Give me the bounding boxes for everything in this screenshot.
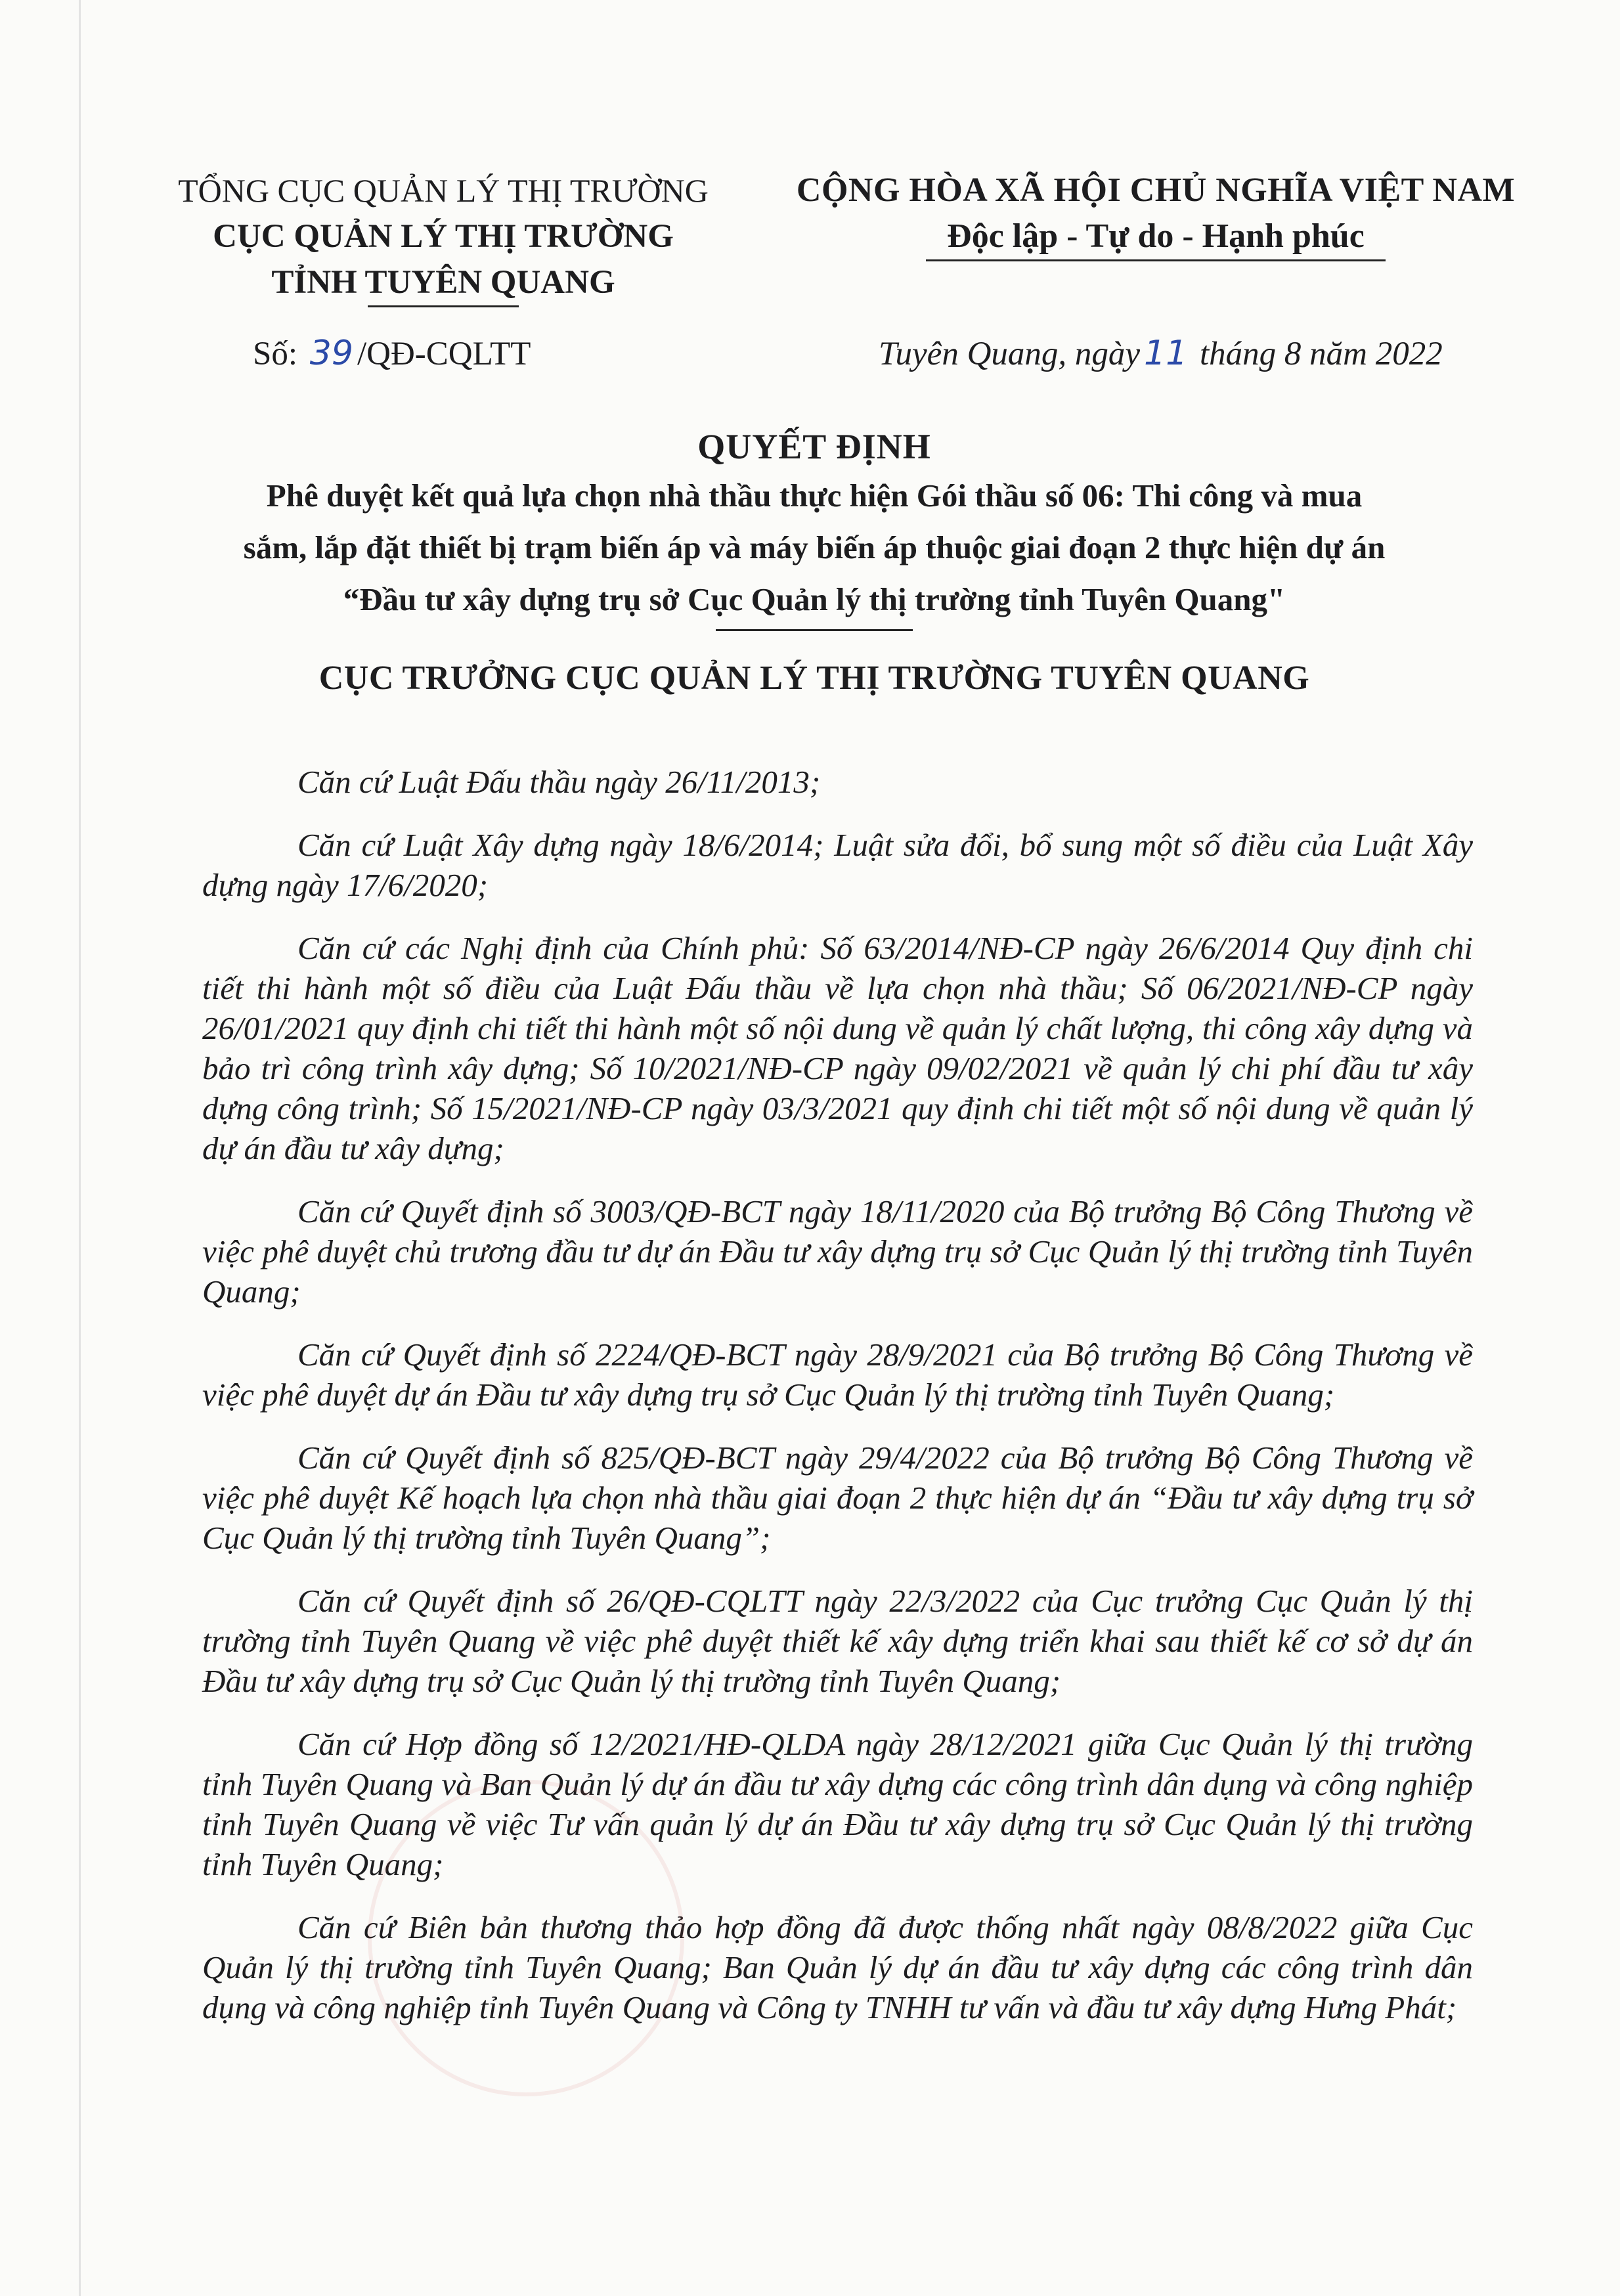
subtitle-line-3: “Đầu tư xây dựng trụ sở Cục Quản lý thị trường tỉnh Tuyên Quang" — [343, 581, 1286, 617]
legal-basis-paragraph: Căn cứ Quyết định số 825/QĐ-BCT ngày 29/4/2022 của Bộ trưởng Bộ Công Thương về việc phê duyệt Kế hoạch lựa chọn nhà thầu giai đoạn 2 thực hiện dự án “Đầu tư xây dựng trụ sở Cục Quản lý thị trường tỉnh Tuyên Quang”; — [202, 1440, 1473, 1556]
document-title: QUYẾT ĐỊNH — [697, 427, 931, 466]
agency-underline — [368, 305, 519, 307]
document-number-prefix: Số: — [253, 336, 298, 372]
document-number — [253, 334, 531, 373]
legal-basis-paragraph: Căn cứ Luật Đấu thầu ngày 26/11/2013; — [297, 764, 821, 800]
place-and-date — [879, 334, 1443, 373]
agency-name: CỤC QUẢN LÝ THỊ TRƯỜNG — [213, 218, 674, 255]
place-date-suffix: tháng 8 năm 2022 — [1199, 336, 1443, 372]
national-motto-header — [772, 167, 1540, 261]
faint-stamp-mark — [368, 1780, 684, 2096]
agency-province: TỈNH TUYÊN QUANG — [271, 264, 615, 301]
legal-basis-paragraph: Căn cứ Hợp đồng số 12/2021/HĐ-QLDA ngày 28/12/2021 giữa Cục Quản lý thị trường tỉnh Tuyên Quang và Ban Quản lý dự án đầu tư xây dựng các công trình dân dụng và công nghiệp tỉnh Tuyên Quang về việc Tư vấn quản lý dự án Đầu tư xây dựng trụ sở Cục Quản lý thị trường tỉnh Tuyên Quang; — [202, 1726, 1473, 1882]
legal-basis-paragraph: Căn cứ Quyết định số 3003/QĐ-BCT ngày 18/11/2020 của Bộ trưởng Bộ Công Thương về việc phê duyệt chủ trương đầu tư dự án Đầu tư xây dựng trụ sở Cục Quản lý thị trường tỉnh Tuyên Quang; — [202, 1193, 1473, 1310]
legal-basis-paragraph: Căn cứ Quyết định số 26/QĐ-CQLTT ngày 22/3/2022 của Cục trưởng Cục Quản lý thị trường tỉnh Tuyên Quang về việc phê duyệt thiết kế xây dựng triển khai sau thiết kế cơ sở dự án Đầu tư xây dựng trụ sở Cục Quản lý thị trường tỉnh Tuyên Quang; — [202, 1583, 1473, 1699]
document-number-suffix: /QĐ-CQLTT — [357, 336, 531, 372]
subtitle-line-2: sắm, lắp đặt thiết bị trạm biến áp và máy biến áp thuộc giai đoạn 2 thực hiện dự án — [243, 529, 1386, 565]
document-number-handwritten: 39 — [309, 334, 353, 373]
legal-basis-paragraph: Căn cứ Quyết định số 2224/QĐ-BCT ngày 28/9/2021 của Bộ trưởng Bộ Công Thương về việc phê duyệt dự án Đầu tư xây dựng trụ sở Cục Quản lý thị trường tỉnh Tuyên Quang; — [202, 1336, 1473, 1413]
legal-basis-paragraph: Căn cứ các Nghị định của Chính phủ: Số 63/2014/NĐ-CP ngày 26/6/2014 Quy định chi tiết thi hành một số điều của Luật Đấu thầu về lựa chọn nhà thầu; Số 06/2021/NĐ-CP ngày 26/01/2021 quy định chi tiết thi hành một số nội dung về quản lý chất lượng, thi công xây dựng và bảo trì công trình xây dựng; Số 10/2021/NĐ-CP ngày 09/02/2021 về quản lý chi phí đầu tư xây dựng công trình; Số 15/2021/NĐ-CP ngày 03/3/2021 quy định chi tiết một số nội dung về quản lý dự án đầu tư xây dựng; — [202, 930, 1473, 1166]
decision-title-block — [158, 424, 1471, 631]
place-date-prefix: Tuyên Quang, ngày — [879, 336, 1141, 372]
date-day-handwritten: 11 — [1144, 334, 1188, 373]
issuing-agency-header — [128, 167, 758, 307]
motto-underline — [926, 259, 1386, 261]
country-name: CỘNG HÒA XÃ HỘI CHỦ NGHĨA VIỆT NAM — [796, 171, 1516, 209]
title-underline — [716, 629, 913, 631]
legal-basis-paragraph: Căn cứ Luật Xây dựng ngày 18/6/2014; Luật sửa đổi, bổ sung một số điều của Luật Xây dựng ngày 17/6/2020; — [202, 827, 1473, 903]
page-edge-shadow — [79, 0, 81, 2296]
issuing-authority: CỤC TRƯỞNG CỤC QUẢN LÝ THỊ TRƯỜNG TUYÊN QUANG — [318, 659, 1310, 697]
parent-agency-name: TỔNG CỤC QUẢN LÝ THỊ TRƯỜNG — [178, 172, 709, 209]
national-motto: Độc lập - Tự do - Hạnh phúc — [947, 217, 1365, 255]
subtitle-line-1: Phê duyệt kết quả lựa chọn nhà thầu thực hiện Gói thầu số 06: Thi công và mua — [266, 477, 1363, 514]
legal-basis-paragraph: Căn cứ Biên bản thương thảo hợp đồng đã được thống nhất ngày 08/8/2022 giữa Cục Quản lý thị trường tỉnh Tuyên Quang; Ban Quản lý dự án đầu tư xây dựng các công trình dân dụng và công nghiệp tỉnh Tuyên Quang và Công ty TNHH tư vấn và đầu tư xây dựng Hưng Phát; — [202, 1909, 1473, 2025]
